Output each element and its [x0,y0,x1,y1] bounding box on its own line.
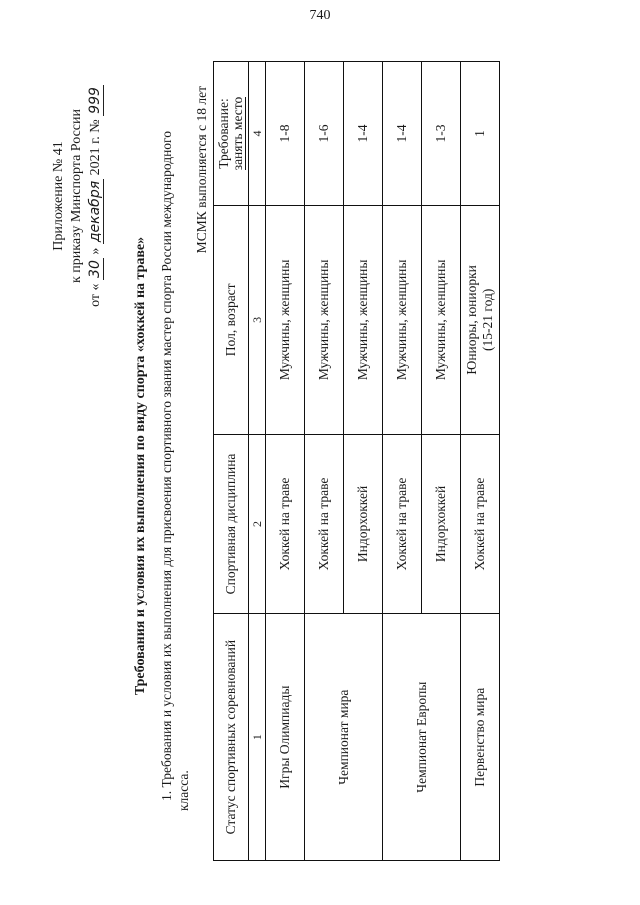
sex-age-line1: Юниоры, юниорки [464,265,479,375]
sex-age-cell: Мужчины, женщины [383,206,422,435]
appendix-line2: к приказу Минспорта России [69,109,84,283]
column-number: 4 [249,62,266,206]
status-cell: Первенство мира [461,614,500,861]
header-sex-age: Пол, возраст [214,206,249,435]
place-cell: 1-6 [305,62,344,206]
sex-age-cell: Мужчины, женщины [266,206,305,435]
date-day: 30 [87,260,103,278]
column-number: 2 [249,434,266,614]
discipline-cell: Индорхоккей [422,434,461,614]
column-number: 1 [249,614,266,861]
sex-age-cell: Мужчины, женщины [344,206,383,435]
date-month: декабря [87,180,103,243]
page-number: 740 [309,8,331,23]
sex-age-cell: Мужчины, женщины [305,206,344,435]
appendix-line1: Приложение № 41 [51,141,66,251]
place-cell: 1 [461,62,500,206]
sex-age-cell: Мужчины, женщины [422,206,461,435]
discipline-cell: Хоккей на траве [266,434,305,614]
sex-age-line2: (15-21 год) [480,288,495,351]
column-number: 3 [249,206,266,435]
header-requirement-line1: Требование: [215,98,231,169]
table-header-row [214,62,249,861]
document-title: Требования и условия их выполнения по виду спорта «хоккей на траве» [133,236,148,696]
date-mid: » [88,247,103,255]
appendix-date-line [86,66,105,326]
table-row [461,62,500,861]
header-status: Статус спортивных соревнований [214,614,249,861]
place-cell: 1-4 [383,62,422,206]
requirements-table [213,61,500,861]
appendix-block [50,66,105,326]
date-prefix: от « [88,283,103,307]
place-cell: 1-4 [344,62,383,206]
discipline-cell: Индорхоккей [344,434,383,614]
status-cell: Игры Олимпиады [266,614,305,861]
table-row [266,62,305,861]
discipline-cell: Хоккей на траве [383,434,422,614]
date-year: 2021 г. № [88,119,103,176]
status-cell: Чемпионат мира [305,614,383,861]
order-number: 999 [87,87,103,114]
header-discipline: Спортивная дисциплина [214,434,249,614]
status-cell: Чемпионат Европы [383,614,461,861]
table-row [383,62,422,861]
discipline-cell: Хоккей на траве [461,434,500,614]
column-number-row [249,62,266,861]
discipline-cell: Хоккей на траве [305,434,344,614]
rotated-content [40,46,600,886]
place-cell: 1-3 [422,62,461,206]
sex-age-cell [461,206,500,435]
header-requirement [214,62,249,206]
place-cell: 1-8 [266,62,305,206]
table-row [305,62,344,861]
header-requirement-line2: занять место [229,96,245,171]
intro-paragraph: 1. Требования и условия их выполнения для присвоения спортивного звания мастер спорта России международного класса. [159,131,191,811]
msmk-age-note: МСМК выполняется с 18 лет [194,86,209,254]
